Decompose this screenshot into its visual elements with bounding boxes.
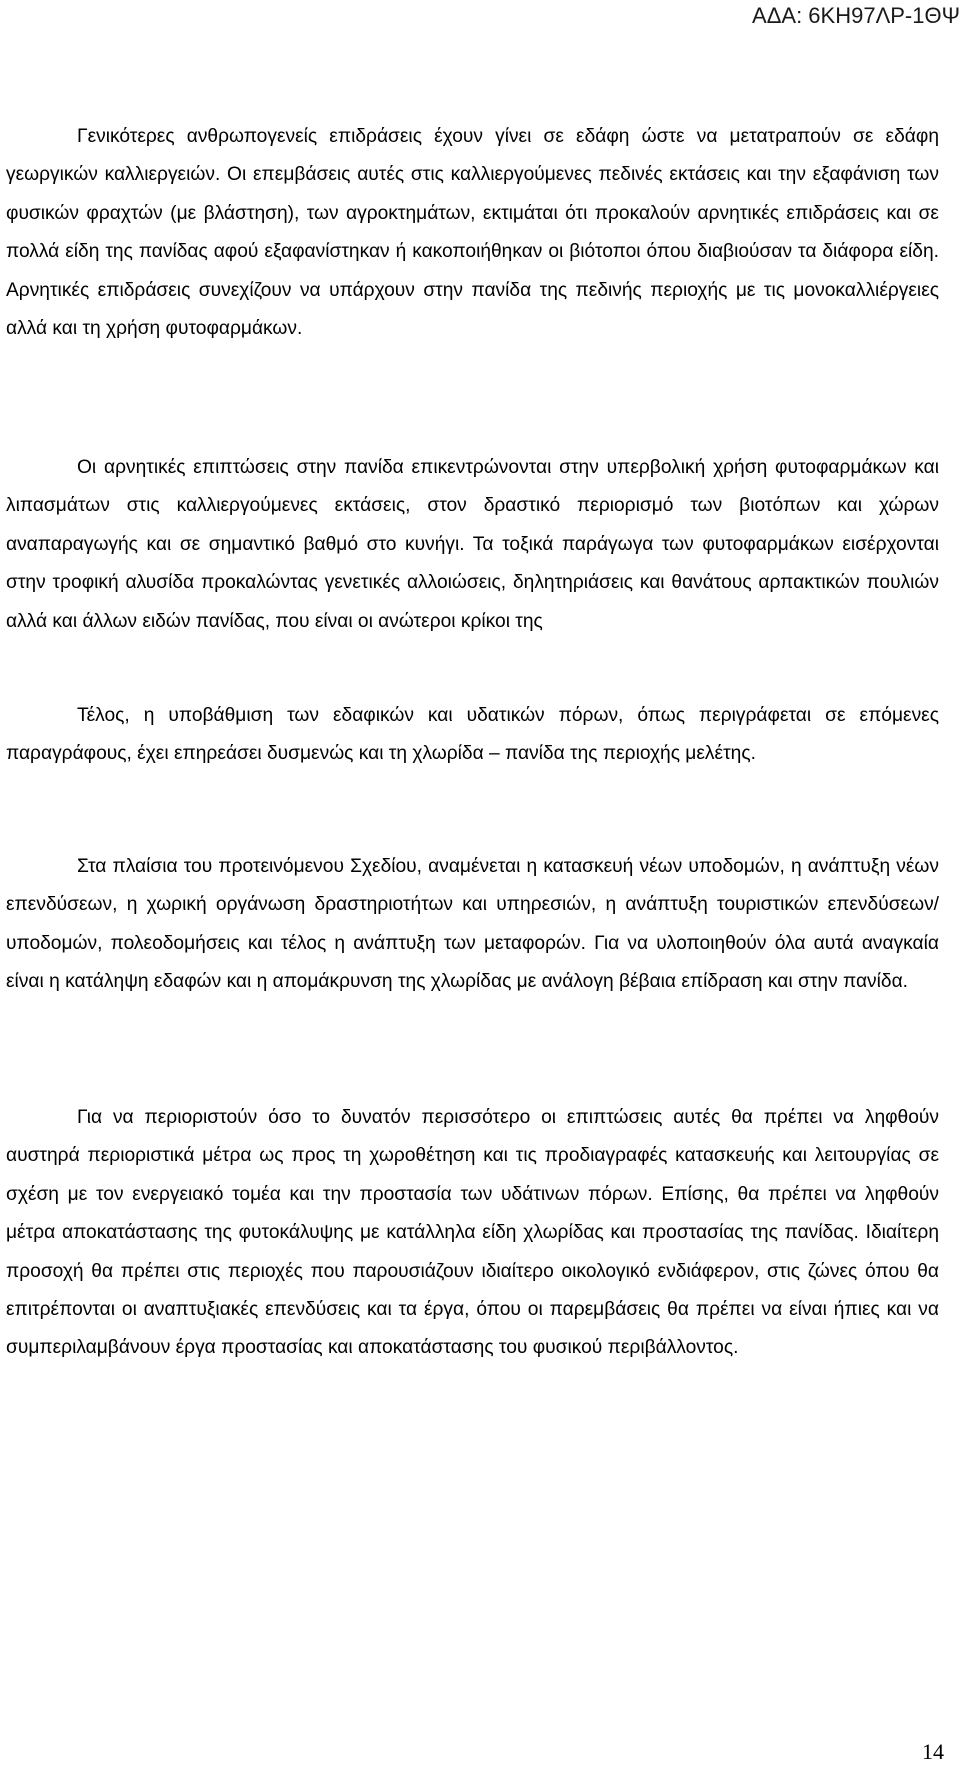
page-number: 14 [922, 1739, 944, 1764]
paragraph-text: Οι αρνητικές επιπτώσεις στην πανίδα επικεντρώνονται στην υπερβολική χρήση φυτοφαρμάκων και λιπασμάτων στις καλλιεργούμενες εκτάσεις, στον δραστικό περιορισμό των βιοτόπων και χώρων αναπαραγωγής και σε σημαντικό βαθμό στο κυνήγι. Τα τοξικά παράγωγα των φυτοφαρμάκων εισέρχονται στην τροφική αλυσίδα προκαλώντας γενετικές αλλοιώσεις, δηλητηριάσεις και θανάτους αρπακτικών πουλιών αλλά και άλλων ειδών πανίδας, που είναι οι ανώτεροι κρίκοι της [6, 457, 939, 632]
document-code: ΑΔΑ: 6ΚΗ97ΛΡ-1ΘΨ [752, 3, 960, 28]
paragraph-pesticide-impacts [6, 449, 939, 641]
paragraph-mitigation-measures [6, 1099, 939, 1368]
paragraph-resource-degradation [6, 697, 939, 774]
paragraph-text: Για να περιοριστούν όσο το δυνατόν περισσότερο οι επιπτώσεις αυτές θα πρέπει να ληφθούν αυστηρά περιοριστικά μέτρα ως προς τη χωροθέτηση και τις προδιαγραφές κατασκευής και λειτουργίας σε σχέση με τον ενεργειακό τομέα και την προστασία των υδάτινων πόρων. Επίσης, θα πρέπει να ληφθούν μέτρα αποκατάστασης της φυτοκάλυψης με κατάλληλα είδη χλωρίδας και προστασίας της πανίδας. Ιδιαίτερη προσοχή θα πρέπει στις περιοχές που παρουσιάζουν ιδιαίτερο οικολογικό ενδιάφερον, στις ζώνες όπου θα επιτρέπονται οι αναπτυξιακές επενδύσεις και τα έργα, όπου οι παρεμβάσεις θα πρέπει να είναι ήπιες και να συμπεριλαμβάνουν έργα προστασίας και αποκατάστασης του φυσικού περιβάλλοντος. [6, 1107, 939, 1359]
paragraph-text: Γενικότερες ανθρωπογενείς επιδράσεις έχουν γίνει σε εδάφη ώστε να μετατραπούν σε εδάφη γεωργικών καλλιεργειών. Οι επεμβάσεις αυτές στις καλλιεργούμενες πεδινές εκτάσεις και την εξαφάνιση των φυσικών φραχτών (με βλάστηση), των αγροκτημάτων, εκτιμάται ότι προκαλούν αρνητικές επιδράσεις και σε πολλά είδη της πανίδας αφού εξαφανίστηκαν ή κακοποιήθηκαν οι βιότοποι όπου διαβιούσαν τα διάφορα είδη. Αρνητικές επιδράσεις συνεχίζουν να υπάρχουν στην πανίδα της πεδινής περιοχής με τις μονοκαλλιέργειες αλλά και τη χρήση φυτοφαρμάκων. [6, 126, 939, 340]
paragraph-text: Στα πλαίσια του προτεινόμενου Σχεδίου, αναμένεται η κατασκευή νέων υποδομών, η ανάπτυξη νέων επενδύσεων, η χωρική οργάνωση δραστηριοτήτων και υπηρεσιών, η ανάπτυξη τουριστικών επενδύσεων/υποδομών, πολεοδομήσεις και τέλος η ανάπτυξη των μεταφορών. Για να υλοποιηθούν όλα αυτά αναγκαία είναι η κατάληψη εδαφών και η απομάκρυνση της χλωρίδας με ανάλογη βέβαια επίδραση και στην πανίδα. [6, 856, 939, 993]
paragraph-agricultural-impacts [6, 118, 939, 348]
paragraph-plan-development [6, 848, 939, 1002]
paragraph-text: Τέλος, η υποβάθμιση των εδαφικών και υδατικών πόρων, όπως περιγράφεται σε επόμενες παραγράφους, έχει επηρεάσει δυσμενώς και τη χλωρίδα – πανίδα της περιοχής μελέτης. [6, 705, 939, 765]
